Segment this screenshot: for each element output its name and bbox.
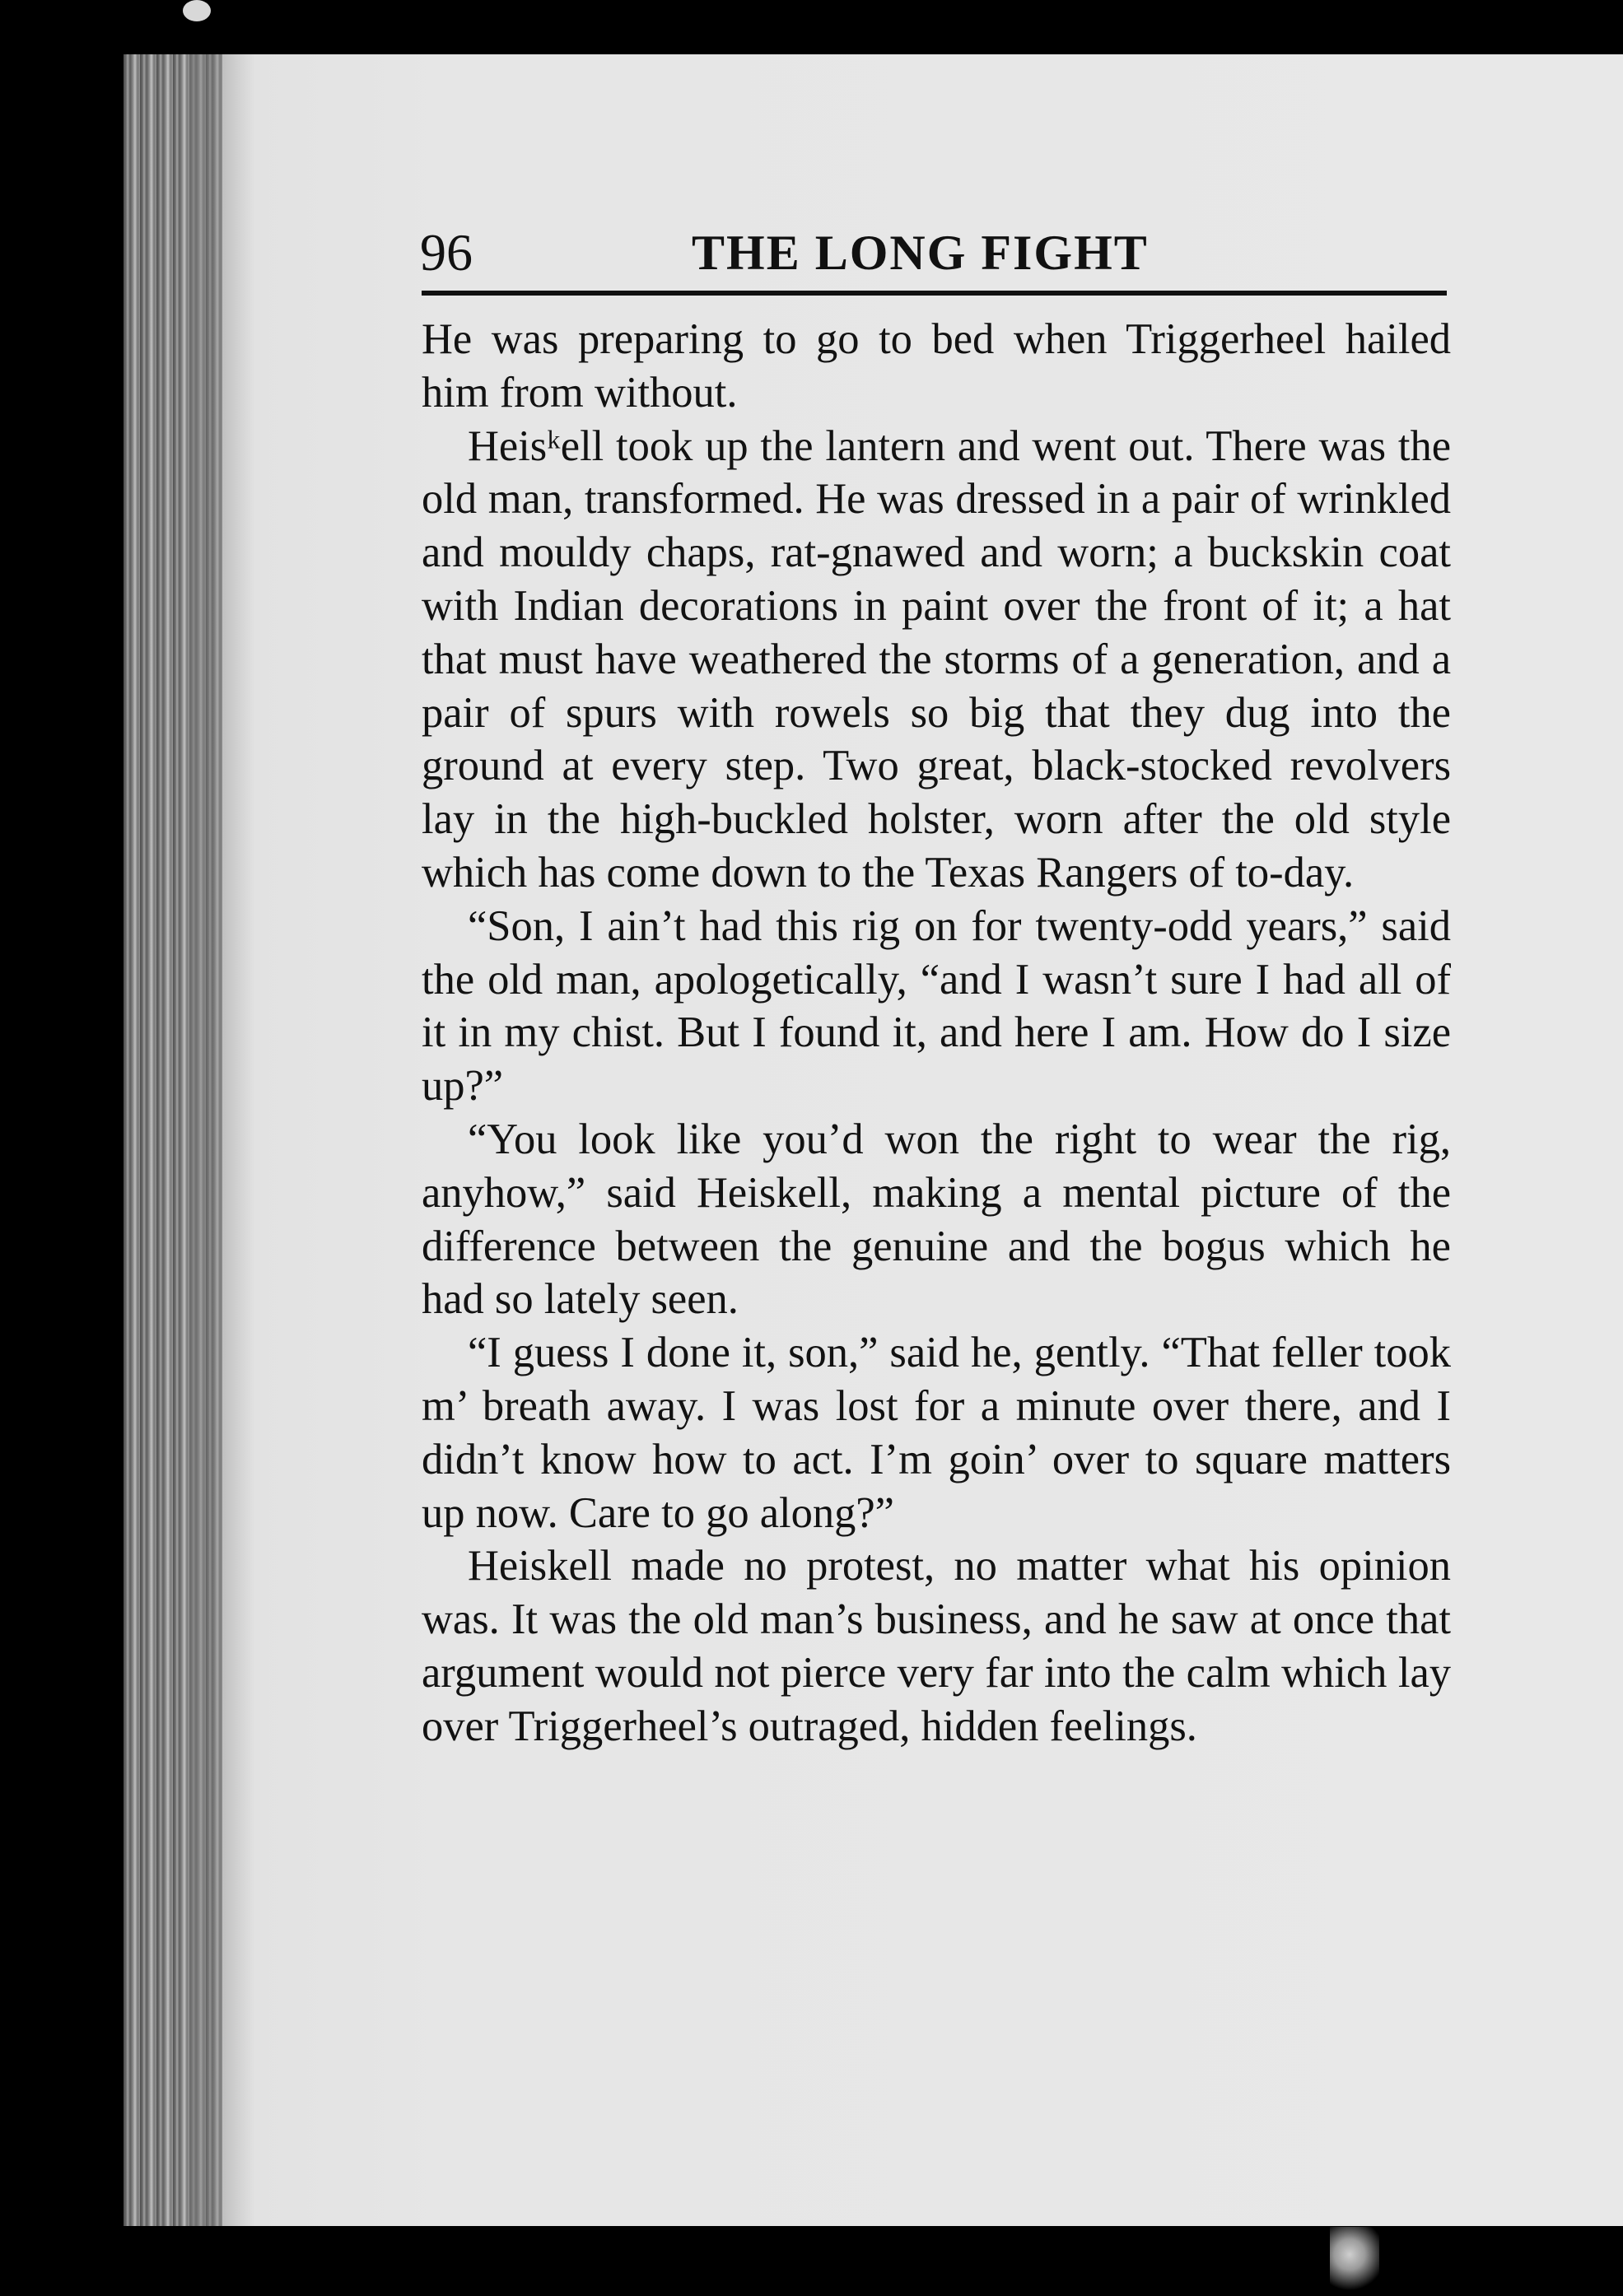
scan-border-bottom	[0, 2226, 1623, 2296]
paragraph: “You look like you’d won the right to wear the rig, anyhow,” said Heiskell, making a mental picture of the difference between the genuine and the bogus which he had so lately seen.	[422, 1115, 1451, 1324]
page-header	[420, 216, 1449, 290]
paragraph: “Son, I ain’t had this rig on for twenty-odd years,” said the old man, apologetically, “and I wasn’t sure I had all of it in my chist. But I found it, and here I am. How do I size up?”	[422, 901, 1451, 1111]
paragraph: Heiskell made no protest, no matter what his opinion was. It was the old man’s business, and he saw at once that argument would not pierce very far into the calm which lay over Triggerheel’s outraged, hidden feelings.	[422, 1542, 1451, 1750]
running-head-title: THE LONG FIGHT	[692, 226, 1149, 280]
scan-artifact-hole	[183, 0, 211, 21]
header-rule	[422, 291, 1447, 296]
paragraph: He was preparing to go to bed when Triggerheel hailed him from without.	[422, 315, 1451, 417]
paragraph: Heisᵏell took up the lantern and went out. There was the old man, transformed. He was dressed in a pair of wrinkled and mouldy chaps, rat-gnawed and worn; a buckskin coat with Indian decorations in paint over the front of it; a hat that must have weathered the storms of a generation, and a pair of spurs with rowels so big that they dug into the ground at every step. Two great, black-stocked revolvers lay in the high-buckled holster, worn after the old style which has come down to the Texas Rangers of to-day.	[422, 421, 1451, 897]
gutter-shadow	[189, 54, 255, 2226]
page-number: 96	[420, 223, 473, 282]
paragraph: “I guess I done it, son,” said he, gently. “That feller took m’ breath away. I was lost for a minute over there, and I didn’t know how to act. I’m goin’ over to square matters up now. Care to go along?”	[422, 1329, 1451, 1537]
scan-artifact-speck	[1330, 2227, 1379, 2296]
body-text	[422, 313, 1451, 1753]
